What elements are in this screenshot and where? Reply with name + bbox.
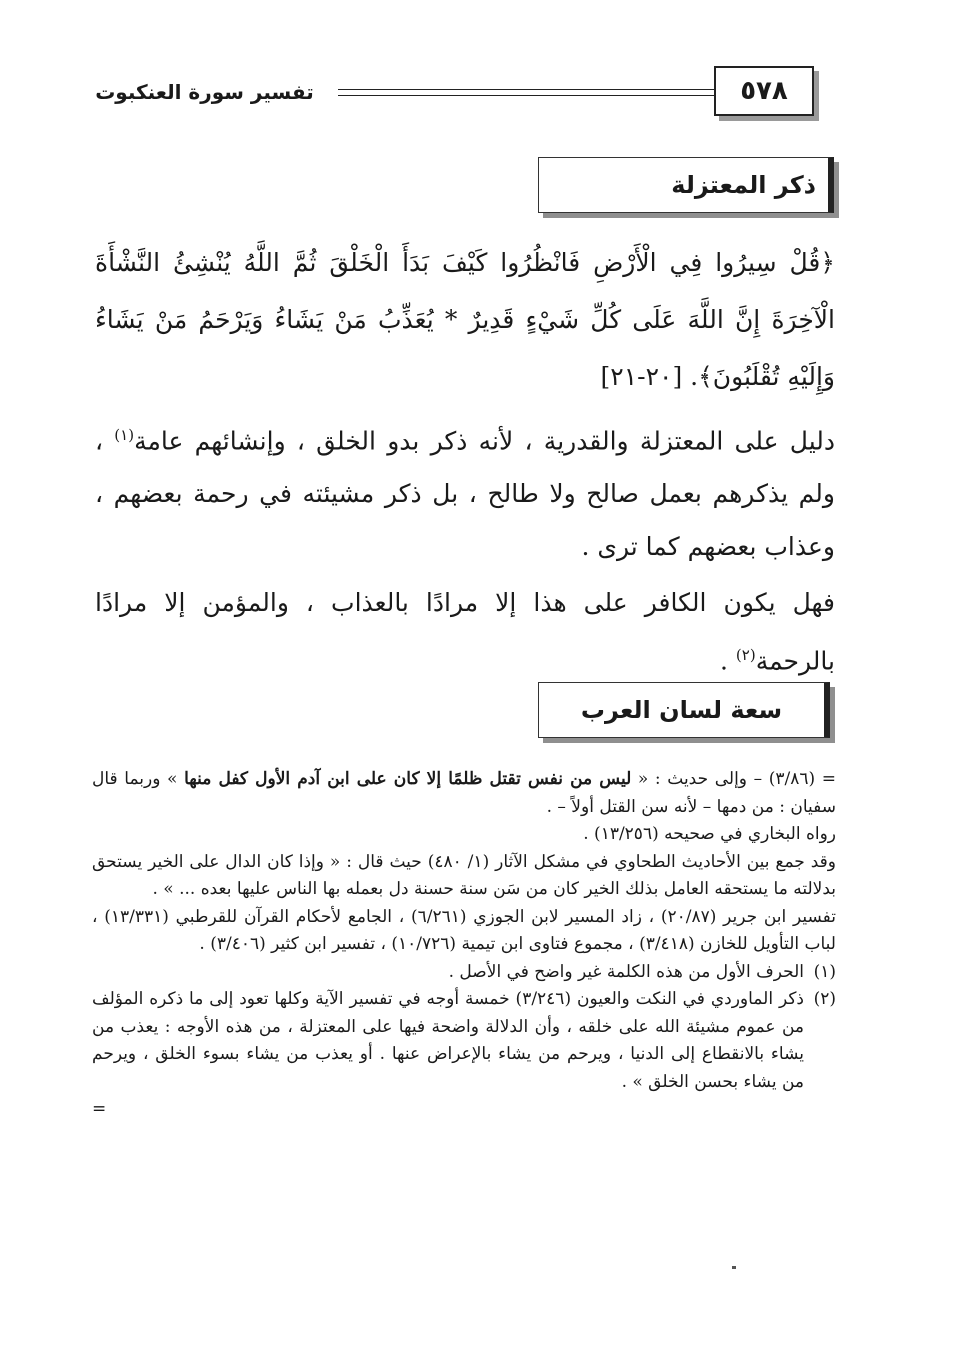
header-rule xyxy=(338,89,714,96)
footnote-number: (١) xyxy=(813,961,836,982)
footnotes xyxy=(92,766,836,1124)
paragraph-text: . xyxy=(720,646,736,676)
quran-verse: ﴿قُلْ سِيرُوا فِي الْأَرْضِ فَانْظُرُوا كَيْفَ بَدَأَ الْخَلْقَ ثُمَّ اللَّهُ يُنْشِئُ النَّشْأَةَ الْآخِرَةَ إِنَّ اللَّهَ عَلَى كُلِّ شَيْءٍ قَدِيرٌ * يُعَذِّبُ مَنْ يَشَاءُ وَيَرْحَمُ مَنْ يَشَاءُ وَإِلَيْهِ تُقْلَبُونَ﴾. [٢٠-٢١] xyxy=(95,248,835,391)
footnote-number: (٢) xyxy=(813,989,836,1009)
running-title: تفسير سورة العنكبوت xyxy=(95,80,314,104)
section-heading: ذكر المعتزلة xyxy=(671,171,816,199)
footnote-text: » وربما قال سفيان : من دمها – لأنه سن القتل أولاً – . xyxy=(92,769,836,817)
paragraph-text: دليل على المعتزلة والقدرية ، لأنه ذكر بدو الخلق ، وإنشائهم عامة xyxy=(134,426,835,456)
paragraph-text: ، ولم يذكرهم بعمل صالح ولا طالح ، بل ذكر مشيئته في رحمة بعضهم ، وعذاب بعضهم كما ترى . xyxy=(95,426,835,562)
footnote-text: الحرف الأول من هذه الكلمة غير واضح في الأصل . xyxy=(448,961,804,982)
footnote-text: تفسير ابن جرير (٢٠/٨٧) ، زاد المسير لابن الجوزي (٦/٢٦١) ، الجامع لأحكام القرآن للقرطبي (١٣/٣٣١) ، لباب التأويل للخازن (٣/٤١٨) ، مجموع فتاوى ابن تيمية (١٠/٧٢٦) ، تفسير ابن كثير (٣/٤٠٦) . xyxy=(92,906,836,954)
commentary-paragraph xyxy=(95,409,835,573)
footnote-1 xyxy=(92,959,836,987)
footnote-continued xyxy=(92,766,836,821)
paragraph-text: فهل يكون الكافر على هذا إلا مرادًا بالعذاب ، والمؤمن إلا مرادًا بالرحمة xyxy=(95,588,835,676)
section-heading-box xyxy=(538,157,834,213)
continuation-mark: = xyxy=(92,1099,107,1119)
footnote-text: وقد جمع بين الأحاديث الطحاوي في مشكل الآثار (١/ ٤٨٠) حيث قال : « وإذا كان الدال على الخير يستحق بدلالته ما يستحقه العامل بذلك الخير كان من سَن سنة حسنة دل بعمله بها الناس عليها بعده ... » . xyxy=(92,851,836,899)
footnote-text: ذكر الماوردي في النكت والعيون (٣/٢٤٦) خمسة أوجه في تفسير الآية وكلها تعود إلى ما ذكره المؤلف من عموم مشيئة الله على خلقه ، وأن الدلالة واضحة فيها على المعتزلة ، من هذه الأوجه : يعذب من يشاء بالانقطاع إلى الدنيا ، ويرحم من يشاء بالإعراض عنها . أو يعذب من يشاء بسوء الخلق ، ويرحم من يشاء بحسن الخلق » . xyxy=(92,989,804,1092)
footnote-reference: (١) xyxy=(114,426,135,444)
page-number: ٥٧٨ xyxy=(740,76,788,106)
footnote-2 xyxy=(92,986,836,1096)
footnote-text: رواه البخاري في صحيحه (١٣/٢٥٦) . xyxy=(583,824,836,844)
hadith-quote: ليس من نفس تقتل ظلمًا إلا كان على ابن آدم الأول كفل منها xyxy=(184,769,632,789)
page-number-box xyxy=(714,66,814,116)
footnote-reference: (٢) xyxy=(735,646,756,664)
section-heading-box xyxy=(538,682,830,738)
commentary-paragraph xyxy=(95,576,835,687)
scan-speck xyxy=(732,1266,736,1269)
section-heading: سعة لسان العرب xyxy=(580,696,783,724)
footnote-text: = (٣/٨٦) – وإلى حديث : « xyxy=(631,769,836,789)
